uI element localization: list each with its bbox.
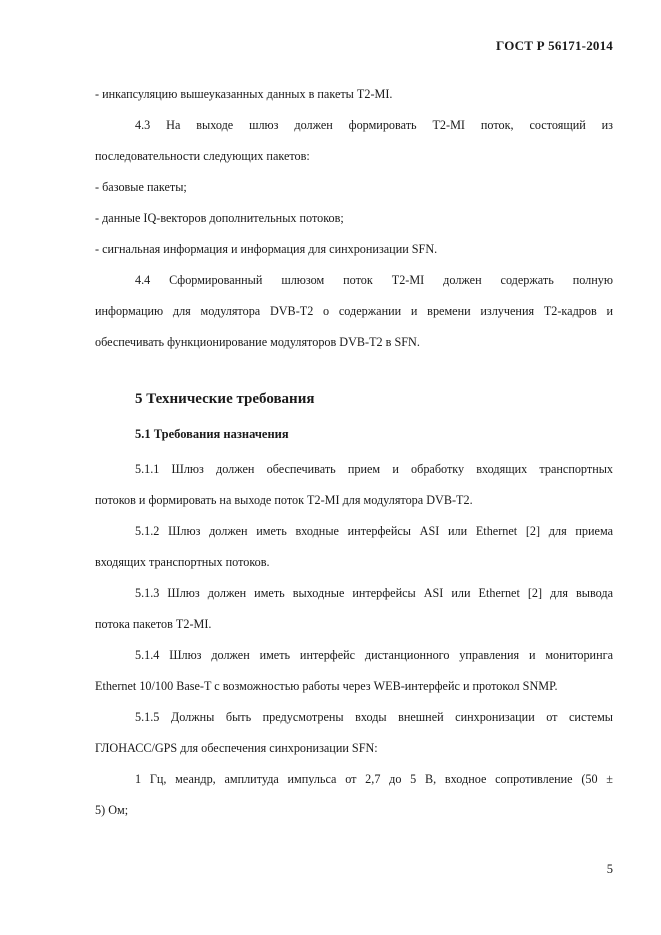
paragraph-line: 4.4 Сформированный шлюзом поток Т2-MI должен содержать полную bbox=[135, 273, 613, 287]
list-item: - инкапсуляцию вышеуказанных данных в пакеты Т2-MI. bbox=[95, 87, 393, 101]
paragraph-line: входящих транспортных потоков. bbox=[95, 555, 270, 569]
paragraph-line: 4.3 На выходе шлюз должен формировать Т2-MI поток, состоящий из bbox=[135, 118, 613, 132]
section-title: 5 Технические требования bbox=[135, 391, 315, 407]
paragraph-line: 5.1.1 Шлюз должен обеспечивать прием и обработку входящих транспортных bbox=[135, 462, 613, 476]
paragraph-line: 1 Гц, меандр, амплитуда импульса от 2,7 до 5 В, входное сопротивление (50 ± bbox=[135, 772, 613, 786]
list-item: - данные IQ-векторов дополнительных потоков; bbox=[95, 211, 344, 225]
paragraph-line: 5) Ом; bbox=[95, 803, 129, 817]
document-body bbox=[95, 82, 613, 829]
page-number: 5 bbox=[606, 862, 613, 876]
paragraph-line: 5.1.2 Шлюз должен иметь входные интерфейсы ASI или Ethernet [2] для приема bbox=[135, 524, 613, 538]
document-header: ГОСТ Р 56171-2014 bbox=[496, 38, 613, 53]
paragraph-line: информацию для модулятора DVB-T2 о содержании и времени излучения Т2-кадров и bbox=[95, 304, 613, 318]
subsection-title: 5.1 Требования назначения bbox=[135, 427, 289, 441]
paragraph-line: 5.1.4 Шлюз должен иметь интерфейс дистанционного управления и мониторинга bbox=[135, 648, 613, 662]
paragraph-line: потоков и формировать на выходе поток Т2-MI для модулятора DVB-T2. bbox=[95, 493, 473, 507]
paragraph-line: последовательности следующих пакетов: bbox=[95, 149, 310, 163]
paragraph-line: ГЛОНАСС/GPS для обеспечения синхронизации SFN: bbox=[95, 741, 378, 755]
paragraph-line: обеспечивать функционирование модуляторов DVB-T2 в SFN. bbox=[95, 335, 420, 349]
paragraph-line: 5.1.5 Должны быть предусмотрены входы внешней синхронизации от системы bbox=[135, 710, 613, 724]
paragraph-line: 5.1.3 Шлюз должен иметь выходные интерфейсы ASI или Ethernet [2] для вывода bbox=[135, 586, 613, 600]
list-item: - сигнальная информация и информация для синхронизации SFN. bbox=[95, 242, 438, 256]
paragraph-line: потока пакетов Т2-MI. bbox=[95, 617, 212, 631]
list-item: - базовые пакеты; bbox=[95, 180, 187, 194]
paragraph-line: Ethernet 10/100 Base-T с возможностью работы через WEB-интерфейс и протокол SNMP. bbox=[95, 679, 558, 693]
